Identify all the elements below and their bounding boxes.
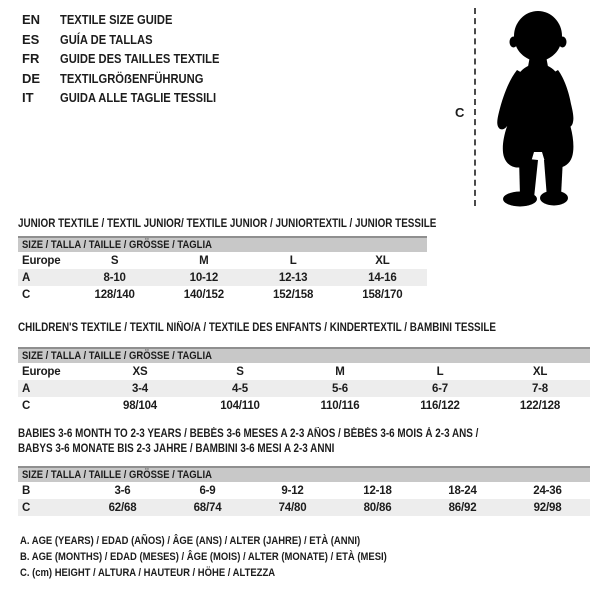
junior-size-table xyxy=(18,236,427,303)
table-cell: 140/152 xyxy=(183,288,224,301)
table-cell: L xyxy=(289,254,297,267)
table-cell: 5-6 xyxy=(331,382,349,395)
height-measure-line xyxy=(474,8,476,206)
table-cell: 74/80 xyxy=(278,501,307,514)
children-table-title: CHILDREN'S TEXTILE / TEXTIL NIÑO/A / TEXTILE DES ENFANTS / KINDERTEXTIL / BAMBINI TESSILE xyxy=(18,322,497,334)
table-row xyxy=(18,499,590,516)
table-cell: 12-13 xyxy=(278,271,308,284)
table-row xyxy=(18,397,590,414)
table-cell: 104/110 xyxy=(220,399,260,412)
table-cell: 12-18 xyxy=(363,484,392,497)
table-cell: 68/74 xyxy=(193,501,222,514)
table-row xyxy=(18,482,590,499)
row-label: Europe xyxy=(22,254,61,267)
table-cell: 128/140 xyxy=(94,288,135,301)
table-cell: 122/128 xyxy=(519,399,561,412)
language-title: GUIDE DES TAILLES TEXTILE xyxy=(60,51,220,67)
language-title: TEXTILGRÖẞENFÜHRUNG xyxy=(60,70,204,86)
table-cell: 152/158 xyxy=(273,288,314,301)
table-cell: 9-12 xyxy=(281,484,304,497)
table-cell: 158/170 xyxy=(362,288,403,301)
table-row xyxy=(18,252,427,269)
row-label: C xyxy=(22,288,31,301)
legend-line-a: A. AGE (YEARS) / EDAD (AÑOS) / ÂGE (ANS) / ALTER (JAHRE) / ETÀ (ANNI) xyxy=(20,535,361,547)
table-cell: 62/68 xyxy=(108,501,137,514)
table-row xyxy=(18,380,590,397)
children-size-table xyxy=(18,347,590,414)
table-cell: 8-10 xyxy=(103,271,126,284)
table-body xyxy=(18,252,427,303)
language-code: FR xyxy=(22,51,40,67)
table-cell: 7-8 xyxy=(531,382,549,395)
size-header-bar: SIZE / TALLA / TAILLE / GRÖSSE / TAGLIA xyxy=(18,347,590,363)
size-header-bar: SIZE / TALLA / TAILLE / GRÖSSE / TAGLIA xyxy=(18,236,427,252)
table-cell: 110/116 xyxy=(320,399,360,412)
table-cell: 86/92 xyxy=(448,501,477,514)
language-title: GUÍA DE TALLAS xyxy=(60,31,153,47)
table-cell: 98/104 xyxy=(123,399,157,412)
legend-line-c: C. (cm) HEIGHT / ALTURA / HAUTEUR / HÖHE / ALTEZZA xyxy=(20,567,276,579)
table-cell: 10-12 xyxy=(189,271,219,284)
language-code: EN xyxy=(22,12,41,28)
table-cell: 24-36 xyxy=(533,484,562,497)
language-title: TEXTILE SIZE GUIDE xyxy=(60,12,173,28)
baby-silhouette-icon xyxy=(484,6,596,208)
table-row xyxy=(18,269,427,286)
language-code: DE xyxy=(22,70,41,86)
table-cell: 14-16 xyxy=(368,271,397,284)
language-title: GUIDA ALLE TAGLIE TESSILI xyxy=(60,90,217,106)
table-cell: L xyxy=(436,365,444,378)
junior-table-title: JUNIOR TEXTILE / TEXTIL JUNIOR/ TEXTILE JUNIOR / JUNIORTEXTIL / JUNIOR TESSILE xyxy=(18,218,437,230)
language-row xyxy=(22,88,245,108)
row-label: Europe xyxy=(22,365,61,378)
table-body xyxy=(18,482,590,516)
table-cell: M xyxy=(199,254,209,267)
table-body xyxy=(18,363,590,414)
table-cell: XL xyxy=(532,365,548,378)
measure-legend xyxy=(20,533,447,581)
table-cell: XS xyxy=(132,365,148,378)
language-row xyxy=(22,69,245,89)
table-cell: M xyxy=(335,365,345,378)
table-cell: 18-24 xyxy=(448,484,477,497)
row-label: B xyxy=(22,484,31,497)
row-label: C xyxy=(22,501,31,514)
table-cell: 116/122 xyxy=(420,399,460,412)
row-label: A xyxy=(22,271,31,284)
language-code: ES xyxy=(22,31,40,47)
legend-line-b: B. AGE (MONTHS) / EDAD (MESES) / ÂGE (MOIS) / ALTER (MONATE) / ETÀ (MESI) xyxy=(20,551,387,563)
language-code: IT xyxy=(22,90,34,106)
language-row xyxy=(22,30,245,50)
table-cell: 6-9 xyxy=(199,484,216,497)
table-row xyxy=(18,286,427,303)
babies-size-table xyxy=(18,466,590,516)
table-cell: 3-6 xyxy=(114,484,131,497)
language-list xyxy=(22,10,245,108)
table-cell: 4-5 xyxy=(231,382,249,395)
row-label: C xyxy=(22,399,31,412)
table-cell: 3-4 xyxy=(131,382,149,395)
table-cell: 80/86 xyxy=(363,501,392,514)
table-cell: S xyxy=(236,365,244,378)
language-row xyxy=(22,10,245,30)
row-label: A xyxy=(22,382,31,395)
measure-label-c: C xyxy=(455,105,465,120)
table-cell: XL xyxy=(375,254,390,267)
table-cell: 92/98 xyxy=(533,501,562,514)
table-cell: S xyxy=(110,254,119,267)
babies-table-title: BABIES 3-6 MONTH TO 2-3 YEARS / BEBÉS 3-6 MESES A 2-3 AÑOS / BÉBÉS 3-6 MOIS À 2-3 ANS / BABYS 3-6 MONATE BIS 2-3 JAHRE / BAMBINI 3-6 MESI A 2-3 ANNI xyxy=(18,428,479,455)
table-row xyxy=(18,363,590,380)
table-cell: 6-7 xyxy=(431,382,449,395)
language-row xyxy=(22,49,245,69)
size-header-bar: SIZE / TALLA / TAILLE / GRÖSSE / TAGLIA xyxy=(18,466,590,482)
